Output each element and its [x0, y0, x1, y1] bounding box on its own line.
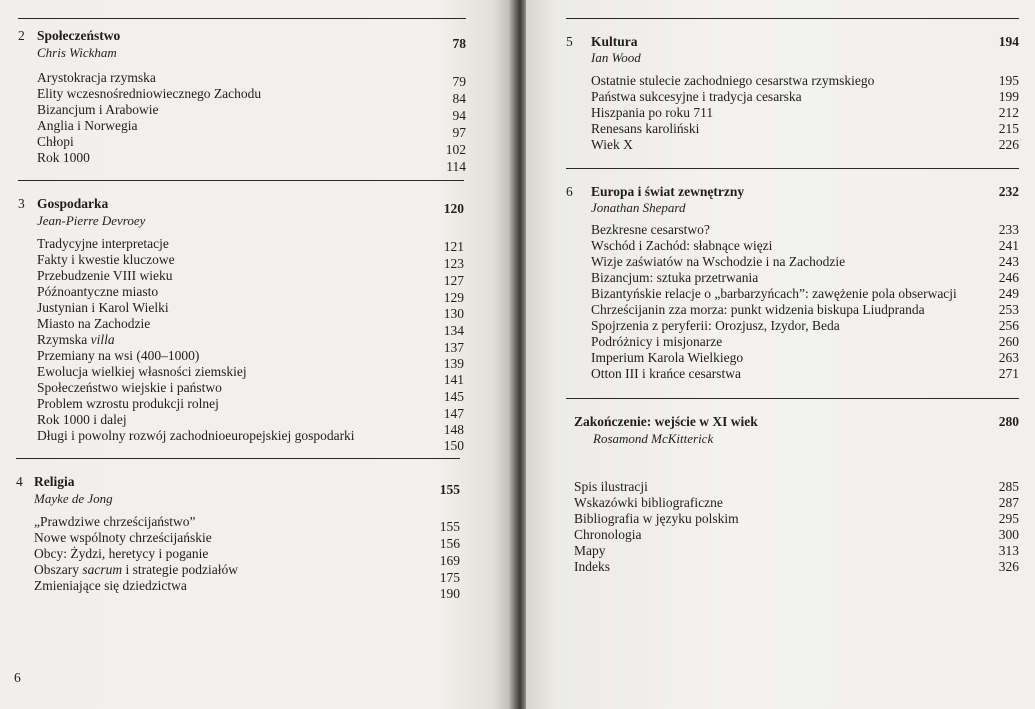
toc-entry: [18, 102, 466, 123]
section-author: Mayke de Jong: [34, 491, 113, 506]
toc-entry: [16, 514, 460, 534]
toc-entry: [574, 479, 1019, 495]
entry-page: 256: [998, 318, 1019, 333]
toc-entry: [18, 364, 464, 387]
section-number: 4: [16, 474, 23, 489]
entry-title: Przebudzenie VIII wieku: [37, 268, 173, 283]
entry-title: Arystokracja rzymska: [37, 70, 156, 85]
section-number: 5: [566, 34, 573, 49]
entry-page: 249: [998, 286, 1019, 301]
entry-page: 300: [998, 527, 1019, 542]
page-number: 6: [14, 670, 21, 685]
entry-title: Zmieniające się dziedzictwa: [34, 578, 187, 593]
toc-entry: [566, 254, 1019, 270]
section-title: Religia: [34, 474, 75, 489]
entry-page: 102: [445, 142, 466, 157]
section-title: Zakończenie: wejście w XI wiek: [574, 414, 758, 429]
entry-title: Ostatnie stulecie zachodniego cesarstwa rzymskiego: [591, 73, 875, 88]
toc-entry: [574, 559, 1019, 575]
entry-page: 121: [443, 239, 464, 254]
section-page: 194: [998, 34, 1019, 49]
section-rule: [18, 180, 464, 181]
section-rule: [566, 398, 1019, 399]
entry-title-roman: i strategie podziałów: [122, 562, 238, 577]
entry-title: Rok 1000: [37, 150, 90, 165]
entry-page: 145: [443, 389, 464, 404]
section-page: 232: [998, 184, 1019, 199]
toc-entry: [574, 543, 1019, 559]
section-number: 2: [18, 28, 25, 43]
entry-title: Otton III i krańce cesarstwa: [591, 366, 741, 381]
entry-title: Bizancjum i Arabowie: [37, 102, 159, 117]
toc-entry: [18, 86, 466, 106]
toc-entry: [16, 546, 460, 568]
entry-title: Podróżnicy i misjonarze: [591, 334, 723, 349]
entry-page: 79: [452, 74, 466, 89]
toc-section-5: [566, 18, 1019, 158]
toc-entry: [18, 332, 464, 355]
toc-entry: [18, 252, 464, 271]
entry-page: 215: [998, 121, 1019, 136]
toc-entry: [574, 527, 1019, 543]
entry-title: Nowe wspólnoty chrześcijańskie: [34, 530, 212, 545]
toc-entry: [566, 350, 1019, 366]
toc-entry: [18, 268, 464, 288]
entry-page: 148: [443, 422, 464, 437]
toc-entry: [18, 348, 464, 371]
toc-entry: [566, 89, 1019, 105]
section-rule: [16, 458, 460, 459]
entry-title: [37, 332, 115, 348]
entry-title: Problem wzrostu produkcji rolnej: [37, 396, 219, 411]
entry-page: 137: [443, 340, 464, 355]
entry-title: Miasto na Zachodzie: [37, 316, 151, 331]
toc-entry: [566, 238, 1019, 254]
entry-title: Elity wczesnośredniowiecznego Zachodu: [37, 86, 262, 101]
toc-back-matter: [574, 479, 1019, 579]
entry-title-roman: Obszary: [34, 562, 83, 577]
section-rule: [566, 168, 1019, 169]
entry-title: Wizje zaświatów na Wschodzie i na Zachodzie: [591, 254, 846, 269]
entry-page: 141: [443, 372, 464, 387]
entry-page: 287: [998, 495, 1019, 510]
entry-title: Spis ilustracji: [574, 479, 648, 494]
entry-page: 156: [439, 536, 460, 551]
entry-title-italic: sacrum: [82, 562, 123, 577]
toc-section-2: [18, 18, 466, 178]
toc-entry: [18, 70, 466, 89]
entry-page: 243: [998, 254, 1019, 269]
entry-title: Anglia i Norwegia: [37, 118, 138, 133]
toc-entry: [566, 222, 1019, 238]
entry-page: 226: [998, 137, 1019, 152]
entry-page: 175: [439, 570, 460, 585]
entry-page: 326: [998, 559, 1019, 574]
toc-entry: [566, 366, 1019, 382]
entry-title: Wskazówki bibliograficzne: [574, 495, 723, 510]
entry-title: Indeks: [574, 559, 610, 574]
toc-entry: [18, 236, 464, 252]
toc-entry: [18, 134, 466, 157]
entry-title: Renesans karoliński: [591, 121, 700, 136]
entry-title: Przemiany na wsi (400–1000): [37, 348, 200, 363]
toc-entry: [18, 316, 464, 338]
toc-entry: [566, 105, 1019, 121]
toc-entry: [566, 286, 1019, 302]
section-title: Kultura: [591, 34, 638, 49]
entry-page: 263: [998, 350, 1019, 365]
section-number: 6: [566, 184, 573, 199]
entry-page: 169: [439, 553, 460, 568]
entry-page: 147: [443, 406, 464, 421]
entry-page: 155: [439, 519, 460, 534]
entry-title: Bizantyńskie relacje o „barbarzyńcach”: zawężenie pola obserwacji: [591, 286, 957, 301]
entry-title: Bezkresne cesarstwo?: [591, 222, 710, 237]
toc-entry: [18, 284, 464, 305]
entry-title: Wschód i Zachód: słabnące więzi: [591, 238, 773, 253]
section-author: Rosamond McKitterick: [593, 431, 714, 446]
entry-page: 253: [998, 302, 1019, 317]
entry-page: 313: [998, 543, 1019, 558]
entry-title: Wiek X: [591, 137, 633, 152]
entry-title: Późnoantyczne miasto: [37, 284, 159, 299]
entry-page: 139: [443, 356, 464, 371]
entry-page: 94: [452, 108, 466, 123]
section-page: 78: [452, 36, 466, 51]
toc-entry: [566, 137, 1019, 153]
section-title: Społeczeństwo: [37, 28, 121, 43]
entry-title-italic: villa: [90, 332, 115, 347]
toc-entry: [566, 270, 1019, 286]
entry-title: Fakty i kwestie kluczowe: [37, 252, 175, 267]
section-page: 280: [998, 414, 1019, 429]
entry-page: 199: [998, 89, 1019, 104]
entry-page: 114: [446, 159, 466, 174]
entry-page: 295: [998, 511, 1019, 526]
section-number: 3: [18, 196, 25, 211]
toc-entry: [566, 302, 1019, 318]
entry-title-roman: Rzymska: [37, 332, 91, 347]
section-title: Europa i świat zewnętrzny: [591, 184, 745, 199]
toc-entry: [18, 118, 466, 140]
entry-title: [34, 562, 238, 578]
entry-title: Państwa sukcesyjne i tradycja cesarska: [591, 89, 802, 104]
entry-title: Ewolucja wielkiej własności ziemskiej: [37, 364, 247, 379]
entry-page: 241: [998, 238, 1019, 253]
entry-title: Chrześcijanin zza morza: punkt widzenia biskupa Liudpranda: [591, 302, 925, 317]
entry-title: „Prawdziwe chrześcijaństwo”: [34, 514, 196, 529]
entry-page: 260: [998, 334, 1019, 349]
toc-entry: [574, 511, 1019, 527]
toc-entry: [18, 150, 466, 174]
section-author: Ian Wood: [591, 50, 641, 65]
toc-section-6: [566, 168, 1019, 390]
section-title: Gospodarka: [37, 196, 109, 211]
entry-page: 150: [443, 438, 464, 453]
entry-title: Imperium Karola Wielkiego: [591, 350, 744, 365]
entry-title: Justynian i Karol Wielki: [37, 300, 169, 315]
right-page: [526, 0, 1035, 709]
entry-page: 190: [439, 586, 460, 601]
section-author: Jonathan Shepard: [591, 200, 686, 215]
toc-entry: [16, 578, 460, 601]
entry-page: 129: [443, 290, 464, 305]
section-author: Jean-Pierre Devroey: [37, 213, 146, 228]
toc-entry: [18, 300, 464, 321]
entry-title: Hiszpania po roku 711: [591, 105, 714, 120]
entry-page: 233: [998, 222, 1019, 237]
entry-title: Bibliografia w języku polskim: [574, 511, 739, 526]
toc-entry: [18, 428, 464, 453]
entry-page: 212: [998, 105, 1019, 120]
entry-page: 271: [998, 366, 1019, 381]
section-page: 155: [439, 482, 460, 497]
entry-title: Rok 1000 i dalej: [37, 412, 127, 427]
entry-page: 134: [443, 323, 464, 338]
entry-page: 84: [452, 91, 466, 106]
section-rule: [18, 18, 466, 19]
section-rule: [566, 18, 1019, 19]
entry-title: Społeczeństwo wiejskie i państwo: [37, 380, 222, 395]
toc-entry: [566, 121, 1019, 137]
entry-title: Długi i powolny rozwój zachodnioeuropejskiej gospodarki: [37, 428, 355, 443]
entry-page: 285: [998, 479, 1019, 494]
section-page: 120: [443, 201, 464, 216]
toc-section-3: [18, 180, 464, 455]
entry-page: 130: [443, 306, 464, 321]
entry-page: 97: [452, 125, 466, 140]
toc-section-conclusion: [566, 398, 1019, 458]
entry-page: 123: [443, 256, 464, 271]
entry-page: 246: [998, 270, 1019, 285]
toc-entry: [16, 530, 460, 551]
toc-entry: [566, 318, 1019, 334]
entry-title: Tradycyjne interpretacje: [37, 236, 169, 251]
entry-title: Mapy: [574, 543, 606, 558]
entry-page: 127: [443, 273, 464, 288]
toc-entry: [566, 334, 1019, 350]
toc-entry: [16, 562, 460, 585]
section-author: Chris Wickham: [37, 45, 117, 60]
toc-entry: [574, 495, 1019, 511]
toc-entry: [566, 73, 1019, 89]
entry-title: Spojrzenia z peryferii: Orozjusz, Izydor, Beda: [591, 318, 840, 333]
entry-title: Chronologia: [574, 527, 642, 542]
entry-page: 195: [998, 73, 1019, 88]
entry-title: Chłopi: [37, 134, 74, 149]
entry-title: Bizancjum: sztuka przetrwania: [591, 270, 759, 285]
left-page: [0, 0, 513, 709]
entry-title: Obcy: Żydzi, heretycy i poganie: [34, 546, 209, 561]
toc-section-4: [16, 458, 460, 608]
